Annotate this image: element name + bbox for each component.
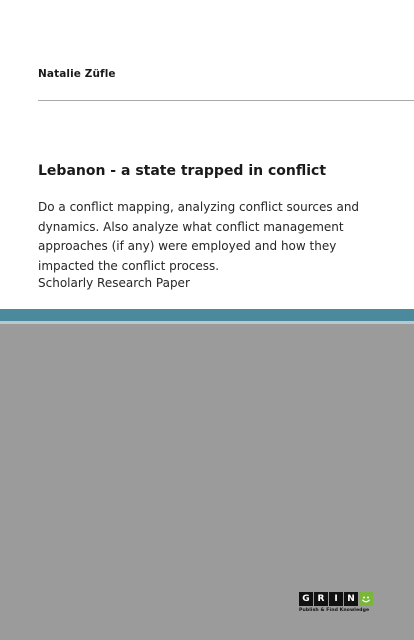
logo-letter-boxes bbox=[299, 592, 391, 606]
smiley-icon bbox=[359, 592, 373, 606]
logo-letter-n: N bbox=[344, 592, 358, 606]
author-name: Natalie Züfle bbox=[38, 68, 116, 80]
publisher-tagline: Publish & Find Knowledge bbox=[299, 608, 370, 613]
book-subtitle: Do a conflict mapping, analyzing conflict sources and dynamics. Also analyze what conflict management approaches (if any) were employed and how they impacted the conflict process. bbox=[38, 200, 360, 273]
publisher-logo bbox=[299, 592, 391, 616]
book-title: Lebanon - a state trapped in conflict bbox=[38, 163, 327, 179]
logo-letter-g: G bbox=[299, 592, 313, 606]
logo-letter-r: R bbox=[314, 592, 328, 606]
teal-stripe bbox=[0, 309, 414, 321]
author-divider bbox=[38, 100, 414, 101]
publication-category: Scholarly Research Paper bbox=[38, 276, 190, 290]
logo-letter-i: I bbox=[329, 592, 343, 606]
